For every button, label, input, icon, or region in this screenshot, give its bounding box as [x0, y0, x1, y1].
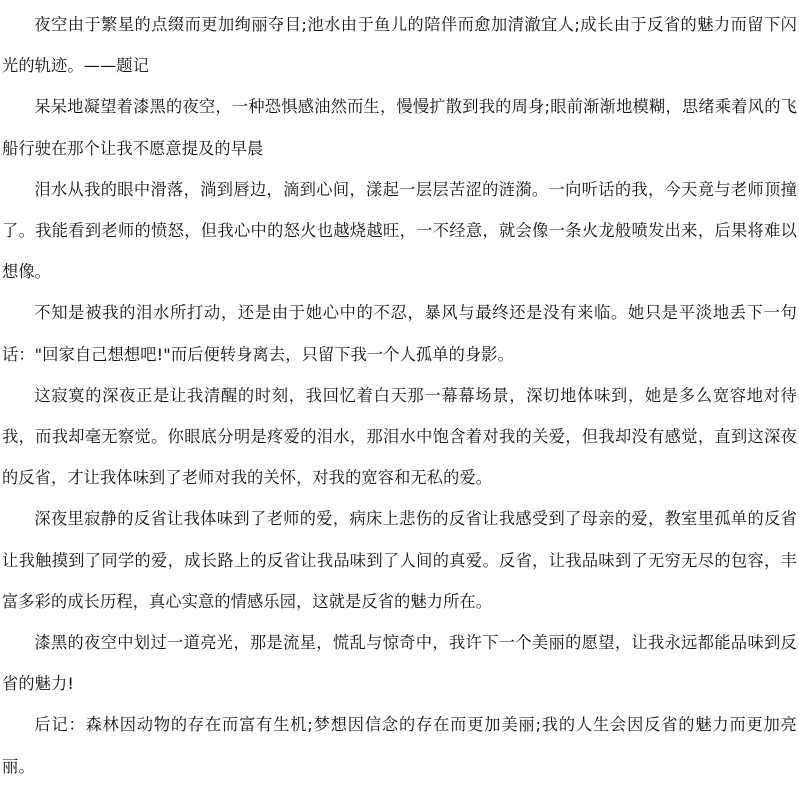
paragraph: 不知是被我的泪水所打动，还是由于她心中的不忍，暴风与最终还是没有来临。她只是平淡地丢下一句话："回家自己想想吧!"而后便转身离去，只留下我一个人孤单的身影。 [2, 303, 797, 364]
paragraph-epigraph: 夜空由于繁星的点缀而更加绚丽夺目;池水由于鱼儿的陪伴而愈加清澈宜人;成长由于反省的魅力而留下闪光的轨迹。——题记 [2, 15, 797, 76]
paragraph: 泪水从我的眼中滑落，淌到唇边，滴到心间，漾起一层层苦涩的涟漪。一向听话的我，今天竟与老师顶撞了。我能看到老师的愤怒，但我心中的怒火也越烧越旺，一不经意，就会像一条火龙般喷发出来，后果将难以想像。 [2, 179, 797, 282]
paragraph: 这寂寞的深夜正是让我清醒的时刻，我回忆着白天那一幕幕场景，深切地体味到，她是多么宽容地对待我，而我却毫无察觉。你眼底分明是疼爱的泪水，那泪水中饱含着对我的关爱，但我却没有感觉，直到这深夜的反省，才让我体味到了老师对我的关怀，对我的宽容和无私的爱。 [2, 385, 797, 488]
paragraph: 呆呆地凝望着漆黑的夜空，一种恐惧感油然而生，慢慢扩散到我的周身;眼前渐渐地模糊，思绪乘着风的飞船行驶在那个让我不愿意提及的早晨 [2, 97, 797, 158]
paragraph: 深夜里寂静的反省让我体味到了老师的爱，病床上悲伤的反省让我感受到了母亲的爱，教室里孤单的反省让我触摸到了同学的爱，成长路上的反省让我品味到了人间的真爱。反省，让我品味到了无穷无尽的包容，丰富多彩的成长历程，真心实意的情感乐园，这就是反省的魅力所在。 [2, 509, 797, 611]
paragraph: 漆黑的夜空中划过一道亮光，那是流星，慌乱与惊奇中，我许下一个美丽的愿望，让我永远都能品味到反省的魅力! [2, 633, 797, 694]
paragraph-postscript: 后记：森林因动物的存在而富有生机;梦想因信念的存在而更加美丽;我的人生会因反省的魅力而更加亮丽。 [2, 715, 797, 776]
